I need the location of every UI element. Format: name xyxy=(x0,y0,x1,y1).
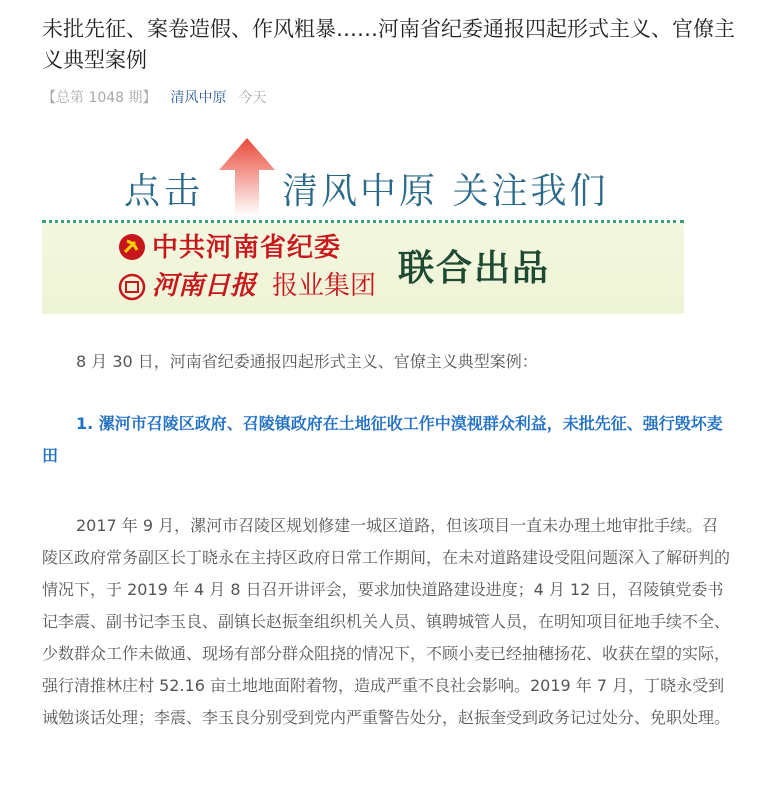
banner-click-text: 点击 xyxy=(124,171,205,212)
follow-banner-image[interactable] xyxy=(42,132,684,314)
account-name-link[interactable]: 清风中原 xyxy=(170,90,227,106)
joint-production-text: 联合出品 xyxy=(398,248,551,289)
case1-heading: 1. 漯河市召陵区政府、召陵镇政府在土地征收工作中漠视群众利益，未批先征、强行毁坏麦田 xyxy=(42,414,723,465)
org1-name: 中共河南省纪委 xyxy=(152,233,342,263)
publish-date: 今天 xyxy=(238,90,267,106)
banner-top xyxy=(42,132,684,220)
arrow-up-icon xyxy=(217,136,277,216)
party-emblem-icon xyxy=(118,233,146,261)
article-title: 未批先征、案卷造假、作风粗暴……河南省纪委通报四起形式主义、官僚主义典型案例 xyxy=(42,17,735,72)
org2-name: 报业集团 xyxy=(272,271,377,301)
intro-paragraph: 8 月 30 日，河南省纪委通报四起形式主义、官僚主义典型案例： xyxy=(76,352,538,371)
org2-brand: 河南日报 xyxy=(152,271,257,301)
banner-bottom xyxy=(42,223,684,314)
henan-daily-logo-icon xyxy=(118,273,146,301)
banner-follow-text: 清风中原 关注我们 xyxy=(282,171,609,212)
case1-body: 2017 年 9 月，漯河市召陵区规划修建一城区道路，但该项目一直未办理土地审批手续。召陵区政府常务副区长丁晓永在主持区政府日常工作期间，在未对道路建设受阻问题深入了解研判的情况下，于 2019 年 4 月 8 日召开讲评会，要求加快道路建设进度；4 月 12 日，召陵镇党委书记李震、副书记李玉良、副镇长赵振奎组织机关人员、镇聘城管人员，在明知项目征地手续不全、少数群众工作未做通、现场有部分群众阻挠的情况下，不顾小麦已经抽穗扬花、收获在望的实际，强行清推林庄村 52.16 亩土地地面附着物，造成严重不良社会影响。2019 年 7 月，丁晓永受到诫勉谈话处理；李震、李玉良分别受到党内严重警告处分，赵振奎受到政务记过处分、免职处理。 xyxy=(42,516,731,727)
issue-number: 【总第 1048 期】 xyxy=(42,90,157,106)
article-meta xyxy=(42,88,267,108)
